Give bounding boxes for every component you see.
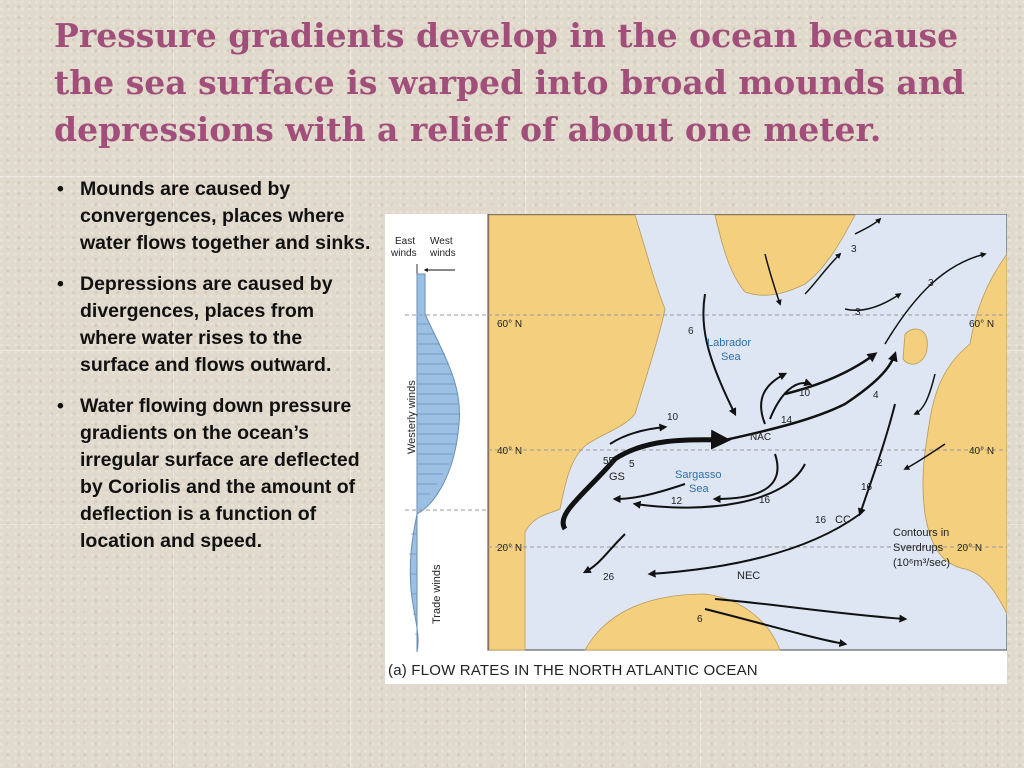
legend-line: Sverdrups xyxy=(893,542,944,554)
flow-value: 26 xyxy=(603,572,615,583)
east-winds-label: winds xyxy=(391,248,417,259)
latitude-label: 20° N xyxy=(497,543,523,554)
flow-rates-figure xyxy=(385,214,1007,684)
flow-value: 10 xyxy=(667,412,679,423)
bullet-item xyxy=(54,271,372,379)
latitude-label: 20° N xyxy=(957,543,983,554)
legend-line: Contours in xyxy=(893,527,950,539)
flow-value: 6 xyxy=(688,326,694,337)
bullet-item xyxy=(54,176,372,257)
figure-svg xyxy=(385,214,1007,684)
slide-title: Pressure gradients develop in the ocean because the sea surface is warped into broad mounds and depressions with a relief of about one meter. xyxy=(54,16,965,149)
latitude-label: 40° N xyxy=(497,446,523,457)
flow-value: 12 xyxy=(671,496,683,507)
latitude-label: 40° N xyxy=(969,446,995,457)
bullet-text: Mounds are caused by convergences, places where water flows together and sinks. xyxy=(80,178,371,254)
sargasso-sea-label: Sea xyxy=(689,483,709,495)
bullet-text: Depressions are caused by divergences, places from where water rises to the surface and flows outward. xyxy=(80,273,333,376)
latitude-label: 60° N xyxy=(969,319,995,330)
flow-value: 16 xyxy=(861,482,873,493)
current-label: GS xyxy=(609,471,625,483)
current-label: CC xyxy=(835,514,851,526)
bullet-marker: • xyxy=(57,178,64,200)
wind-profile-panel xyxy=(390,236,490,652)
flow-value: 3 xyxy=(851,244,857,255)
west-winds-label: West xyxy=(430,236,453,247)
flow-value: 4 xyxy=(873,390,879,401)
current-label: NAC xyxy=(750,432,772,443)
current-label: NEC xyxy=(737,570,761,582)
labrador-sea-label: Labrador xyxy=(707,337,752,349)
flow-value: 14 xyxy=(781,415,793,426)
flow-value: 2 xyxy=(877,458,883,469)
labrador-sea-label: Sea xyxy=(721,351,741,363)
latitude-label: 60° N xyxy=(497,319,523,330)
figure-caption: (a) FLOW RATES IN THE NORTH ATLANTIC OCEAN xyxy=(388,662,758,679)
flow-value: 55 xyxy=(603,456,615,467)
east-winds-label: East xyxy=(395,236,416,247)
sargasso-sea-label: Sargasso xyxy=(675,469,722,481)
westerly-winds-label: Westerly winds xyxy=(406,380,418,454)
legend-line: (10⁶m³/sec) xyxy=(893,557,951,569)
contour-legend xyxy=(893,527,950,569)
flow-value: 10 xyxy=(799,388,811,399)
flow-value: 16 xyxy=(815,515,827,526)
west-winds-label: winds xyxy=(430,248,456,259)
bullet-marker: • xyxy=(57,395,64,417)
flow-value: 3 xyxy=(928,278,934,289)
bullet-item xyxy=(54,393,372,555)
flow-value: 5 xyxy=(629,459,635,470)
north-atlantic-map xyxy=(488,214,1007,650)
bullet-text: Water flowing down pressure gradients on the ocean’s irregular surface are deflected by Coriolis and the amount of deflection is a function of location and speed. xyxy=(80,395,360,552)
bullet-marker: • xyxy=(57,273,64,295)
flow-value: 6 xyxy=(697,614,703,625)
bullet-list xyxy=(54,176,372,569)
flow-value: 3 xyxy=(855,307,861,318)
flow-value: 16 xyxy=(759,495,771,506)
trade-winds-label: Trade winds xyxy=(431,564,443,624)
